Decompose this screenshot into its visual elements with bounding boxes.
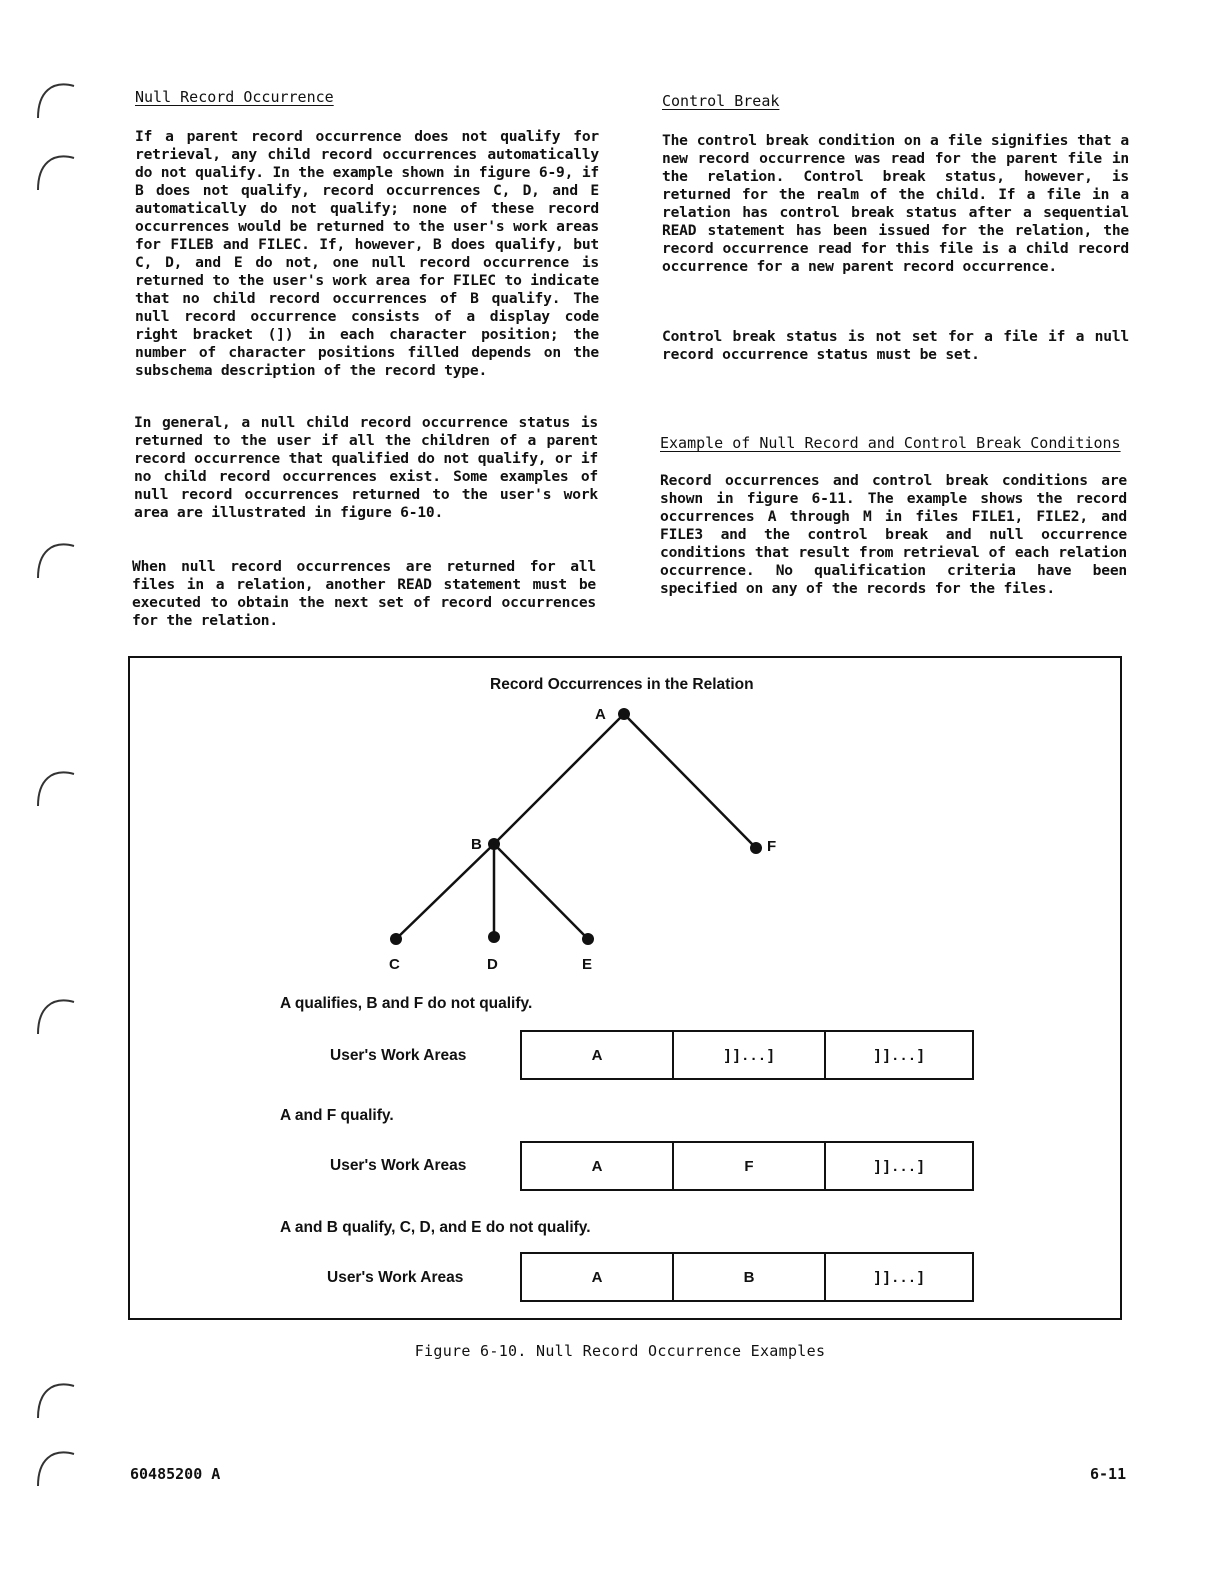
work-area-cell: ] ] . . . ] [672, 1032, 824, 1078]
binder-hole-mark [32, 146, 82, 196]
binder-hole-mark [32, 534, 82, 584]
node-label-f: F [767, 838, 777, 855]
work-areas-row [520, 1030, 974, 1080]
node-e [582, 933, 594, 945]
work-area-cell: ] ] . . . ] [824, 1032, 972, 1078]
section-heading-example: Example of Null Record and Control Break Conditions [660, 434, 1121, 452]
binder-hole-mark [32, 990, 82, 1040]
work-area-cell: A [591, 1157, 603, 1175]
paragraph: Record occurrences and control break conditions are shown in figure 6-11. The example shows the record occurrences A through M in files FILE1, FILE2, and FILE3 and the control break and null occurrence conditions that result from retrieval of each relation occurrence. No qualification criteria have been specified on any of the records for the files. [660, 472, 1127, 597]
section-heading-null-record: Null Record Occurrence [135, 88, 334, 106]
page-number: 6-11 [1090, 1465, 1127, 1483]
binder-hole-mark [32, 762, 82, 812]
paragraph: Control break status is not set for a file if a null record occurrence status must be set. [662, 328, 1129, 363]
work-areas-row [520, 1141, 974, 1191]
edge-a-f [624, 714, 756, 848]
figure-caption: Figure 6-10. Null Record Occurrence Examples [414, 1342, 826, 1360]
paragraph: In general, a null child record occurrence status is returned to the user if all the children of a parent record occurrence that qualified do not qualify, or if no child record occurrences exist. Some examples of null record occurrences returned to the user's work area are illustrated in figure 6-10. [134, 414, 598, 521]
relation-tree-diagram [130, 658, 1120, 988]
node-label-a: A [595, 706, 606, 723]
condition-text: A and B qualify, C, D, and E do not qualify. [280, 1219, 591, 1236]
binder-hole-mark [32, 74, 82, 124]
node-label-c: C [389, 956, 400, 973]
work-area-label: User's Work Areas [330, 1157, 467, 1174]
work-areas-row [520, 1252, 974, 1302]
node-d [488, 931, 500, 943]
work-area-label: User's Work Areas [327, 1269, 464, 1286]
work-area-cell: F [672, 1143, 824, 1189]
document-number: 60485200 A [130, 1465, 221, 1483]
work-area-cell: ] ] . . . ] [824, 1143, 972, 1189]
figure-frame [128, 656, 1122, 1320]
node-a [618, 708, 630, 720]
condition-text: A and F qualify. [280, 1107, 394, 1124]
node-label-d: D [487, 956, 498, 973]
work-area-cell: A [591, 1268, 603, 1286]
paragraph: If a parent record occurrence does not qualify for retrieval, any child record occurrences automatically do not qualify. In the example shown in figure 6-9, if B does not qualify, record occurrences C, D, and E automatically do not qualify; none of these record occurrences would be returned to the user's work areas for FILEB and FILEC. If, however, B does qualify, but C, D, and E do not, one null record occurrence is returned to the user's work area for FILEC to indicate that no child record occurrences of B qualify. The null record occurrence consists of a display code right bracket (]) in each character position; the number of character positions filled depends on the subschema description of the record type. [135, 128, 599, 379]
node-label-b: B [471, 836, 482, 853]
work-area-cell: ] ] . . . ] [824, 1254, 972, 1300]
node-b [488, 838, 500, 850]
binder-hole-mark [32, 1442, 82, 1492]
condition-text: A qualifies, B and F do not qualify. [280, 995, 533, 1012]
node-label-e: E [582, 956, 593, 973]
edge-b-e [494, 844, 588, 939]
work-area-cell: A [591, 1046, 603, 1064]
edge-b-c [396, 844, 494, 939]
section-heading-control-break: Control Break [662, 92, 780, 110]
figure-title: Record Occurrences in the Relation [490, 676, 754, 693]
paragraph: The control break condition on a file signifies that a new record occurrence was read for the parent file in the relation. Control break status, however, is returned for the realm of the child. If a file in a relation has control break status after a sequential READ statement has been issued for the relation, the record occurrence read for this file is a child record occurrence for a new parent record occurrence. [662, 132, 1129, 275]
paragraph: When null record occurrences are returned for all files in a relation, another READ statement must be executed to obtain the next set of record occurrences for the relation. [132, 558, 596, 629]
binder-hole-mark [32, 1374, 82, 1424]
work-area-cell: B [672, 1254, 824, 1300]
node-c [390, 933, 402, 945]
edge-a-b [494, 714, 624, 844]
node-f [750, 842, 762, 854]
work-area-label: User's Work Areas [330, 1047, 467, 1064]
